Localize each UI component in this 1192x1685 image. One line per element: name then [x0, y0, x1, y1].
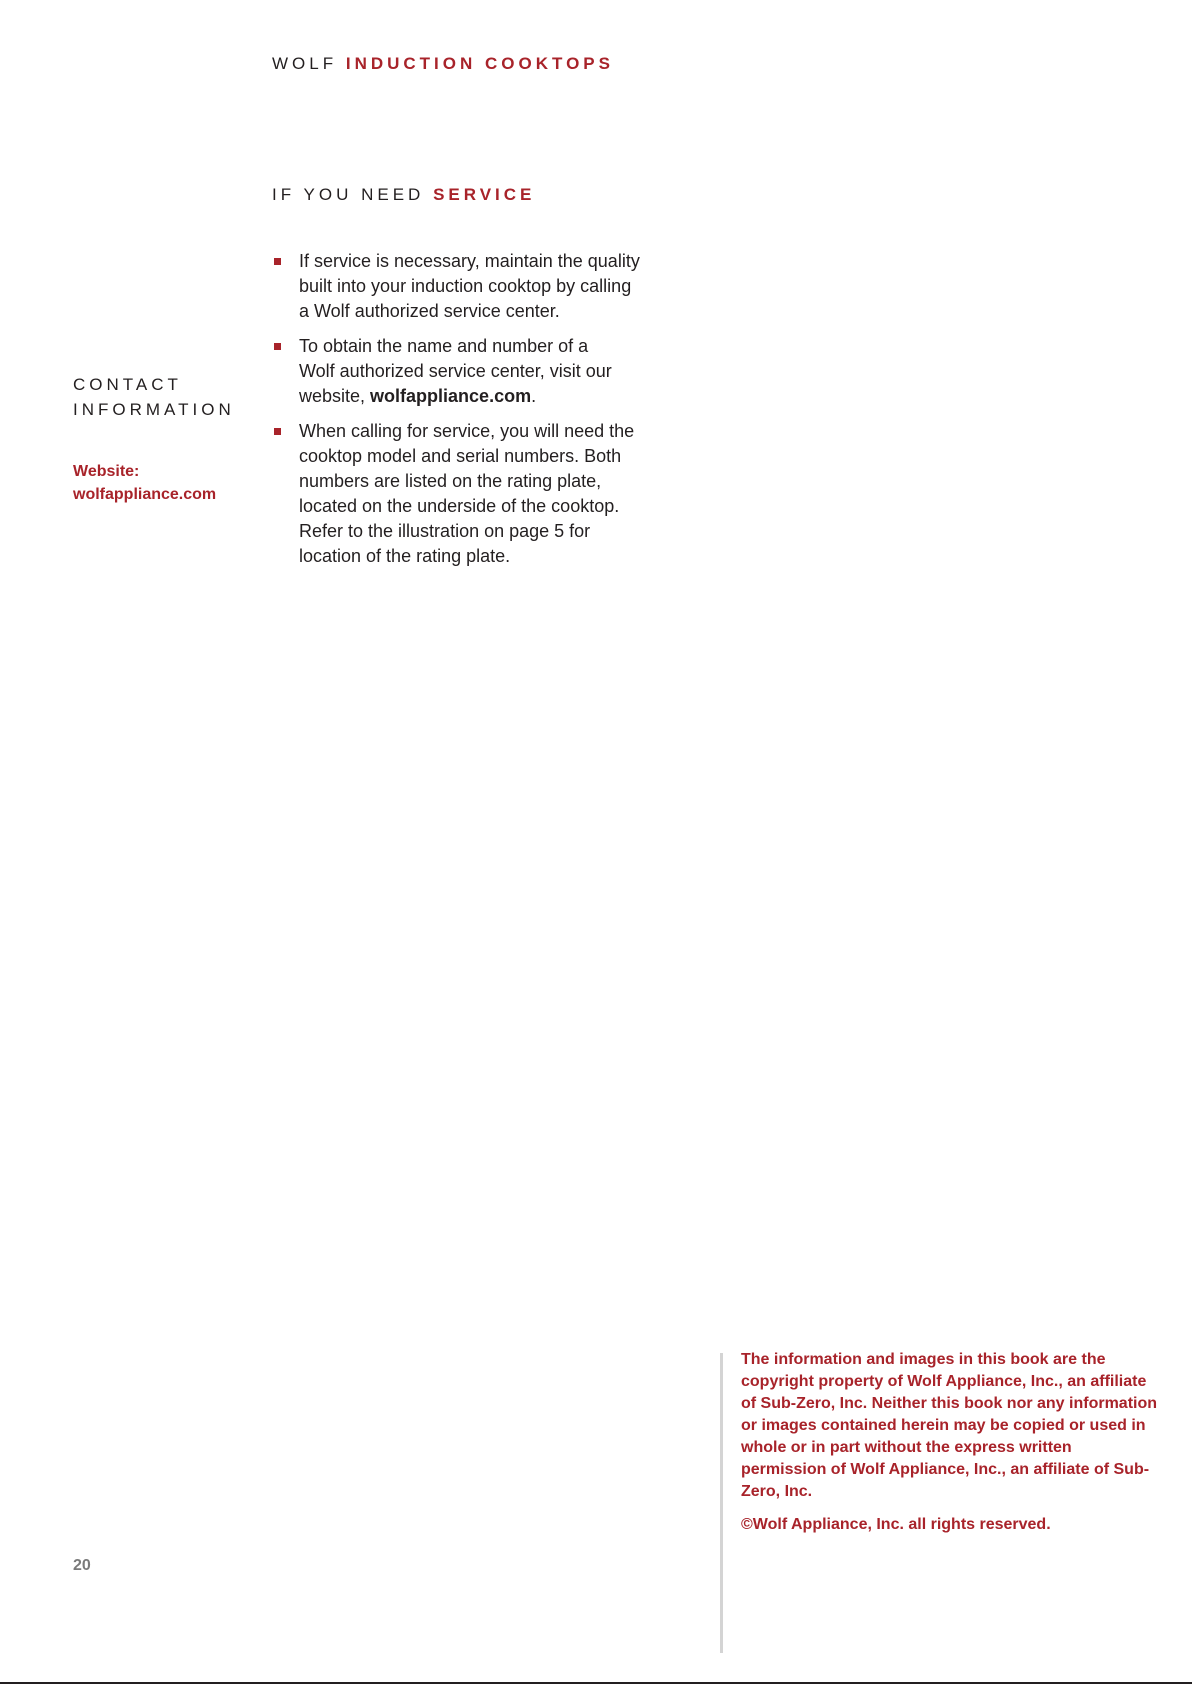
- bullet-line: To obtain the name and number of a: [299, 336, 589, 356]
- list-item: [274, 419, 704, 569]
- product-name: INDUCTION COOKTOPS: [345, 54, 614, 73]
- list-item: [274, 249, 704, 324]
- website-link-inline[interactable]: wolfappliance.com: [370, 386, 532, 406]
- list-item: [274, 334, 704, 409]
- copyright-notice: [741, 1349, 1161, 1547]
- square-bullet-icon: [274, 428, 281, 435]
- section-heading: [272, 185, 535, 205]
- website-label: Website:: [73, 463, 140, 480]
- bullet-line: a Wolf authorized service center.: [299, 301, 560, 321]
- bullet-line: location of the rating plate.: [299, 546, 511, 566]
- contact-heading-line2: INFORMATION: [73, 400, 235, 419]
- square-bullet-icon: [274, 258, 281, 265]
- service-bullet-list: [274, 249, 704, 579]
- website-link[interactable]: wolfappliance.com: [73, 486, 217, 503]
- section-heading-plain: IF YOU NEED: [272, 185, 425, 204]
- page-number: 20: [73, 1557, 91, 1574]
- contact-heading-line1: CONTACT: [73, 375, 182, 394]
- bullet-line: Wolf authorized service center, visit our: [299, 361, 612, 381]
- bullet-line: When calling for service, you will need the: [299, 421, 635, 441]
- copyright-text: The information and images in this book are the copyright property of Wolf Appliance, Inc., an affiliate of Sub-Zero, Inc. Neither this book nor any information or images contained herein may be copied or used in whole or in part without the express written permission of Wolf Appliance, Inc., an affiliate of Sub-Zero, Inc.: [741, 1351, 1158, 1500]
- bullet-line: [299, 384, 704, 409]
- square-bullet-icon: [274, 343, 281, 350]
- rights-reserved-text: ©Wolf Appliance, Inc. all rights reserved.: [741, 1516, 1051, 1533]
- section-heading-accent: SERVICE: [433, 185, 536, 204]
- bullet-text: website,: [299, 386, 371, 406]
- vertical-divider: [720, 1353, 723, 1653]
- bottom-divider: [0, 1682, 1192, 1684]
- bullet-line: located on the underside of the cooktop.: [299, 496, 620, 516]
- bullet-text: .: [531, 386, 537, 406]
- contact-website: [73, 460, 216, 506]
- bullet-line: built into your induction cooktop by calling: [299, 276, 632, 296]
- bullet-line: If service is necessary, maintain the quality: [299, 251, 640, 271]
- document-header: [272, 54, 614, 74]
- bullet-line: Refer to the illustration on page 5 for: [299, 521, 591, 541]
- contact-information-heading: [73, 372, 235, 422]
- bullet-line: cooktop model and serial numbers. Both: [299, 446, 622, 466]
- bullet-line: numbers are listed on the rating plate,: [299, 471, 602, 491]
- brand-name: WOLF: [272, 54, 338, 73]
